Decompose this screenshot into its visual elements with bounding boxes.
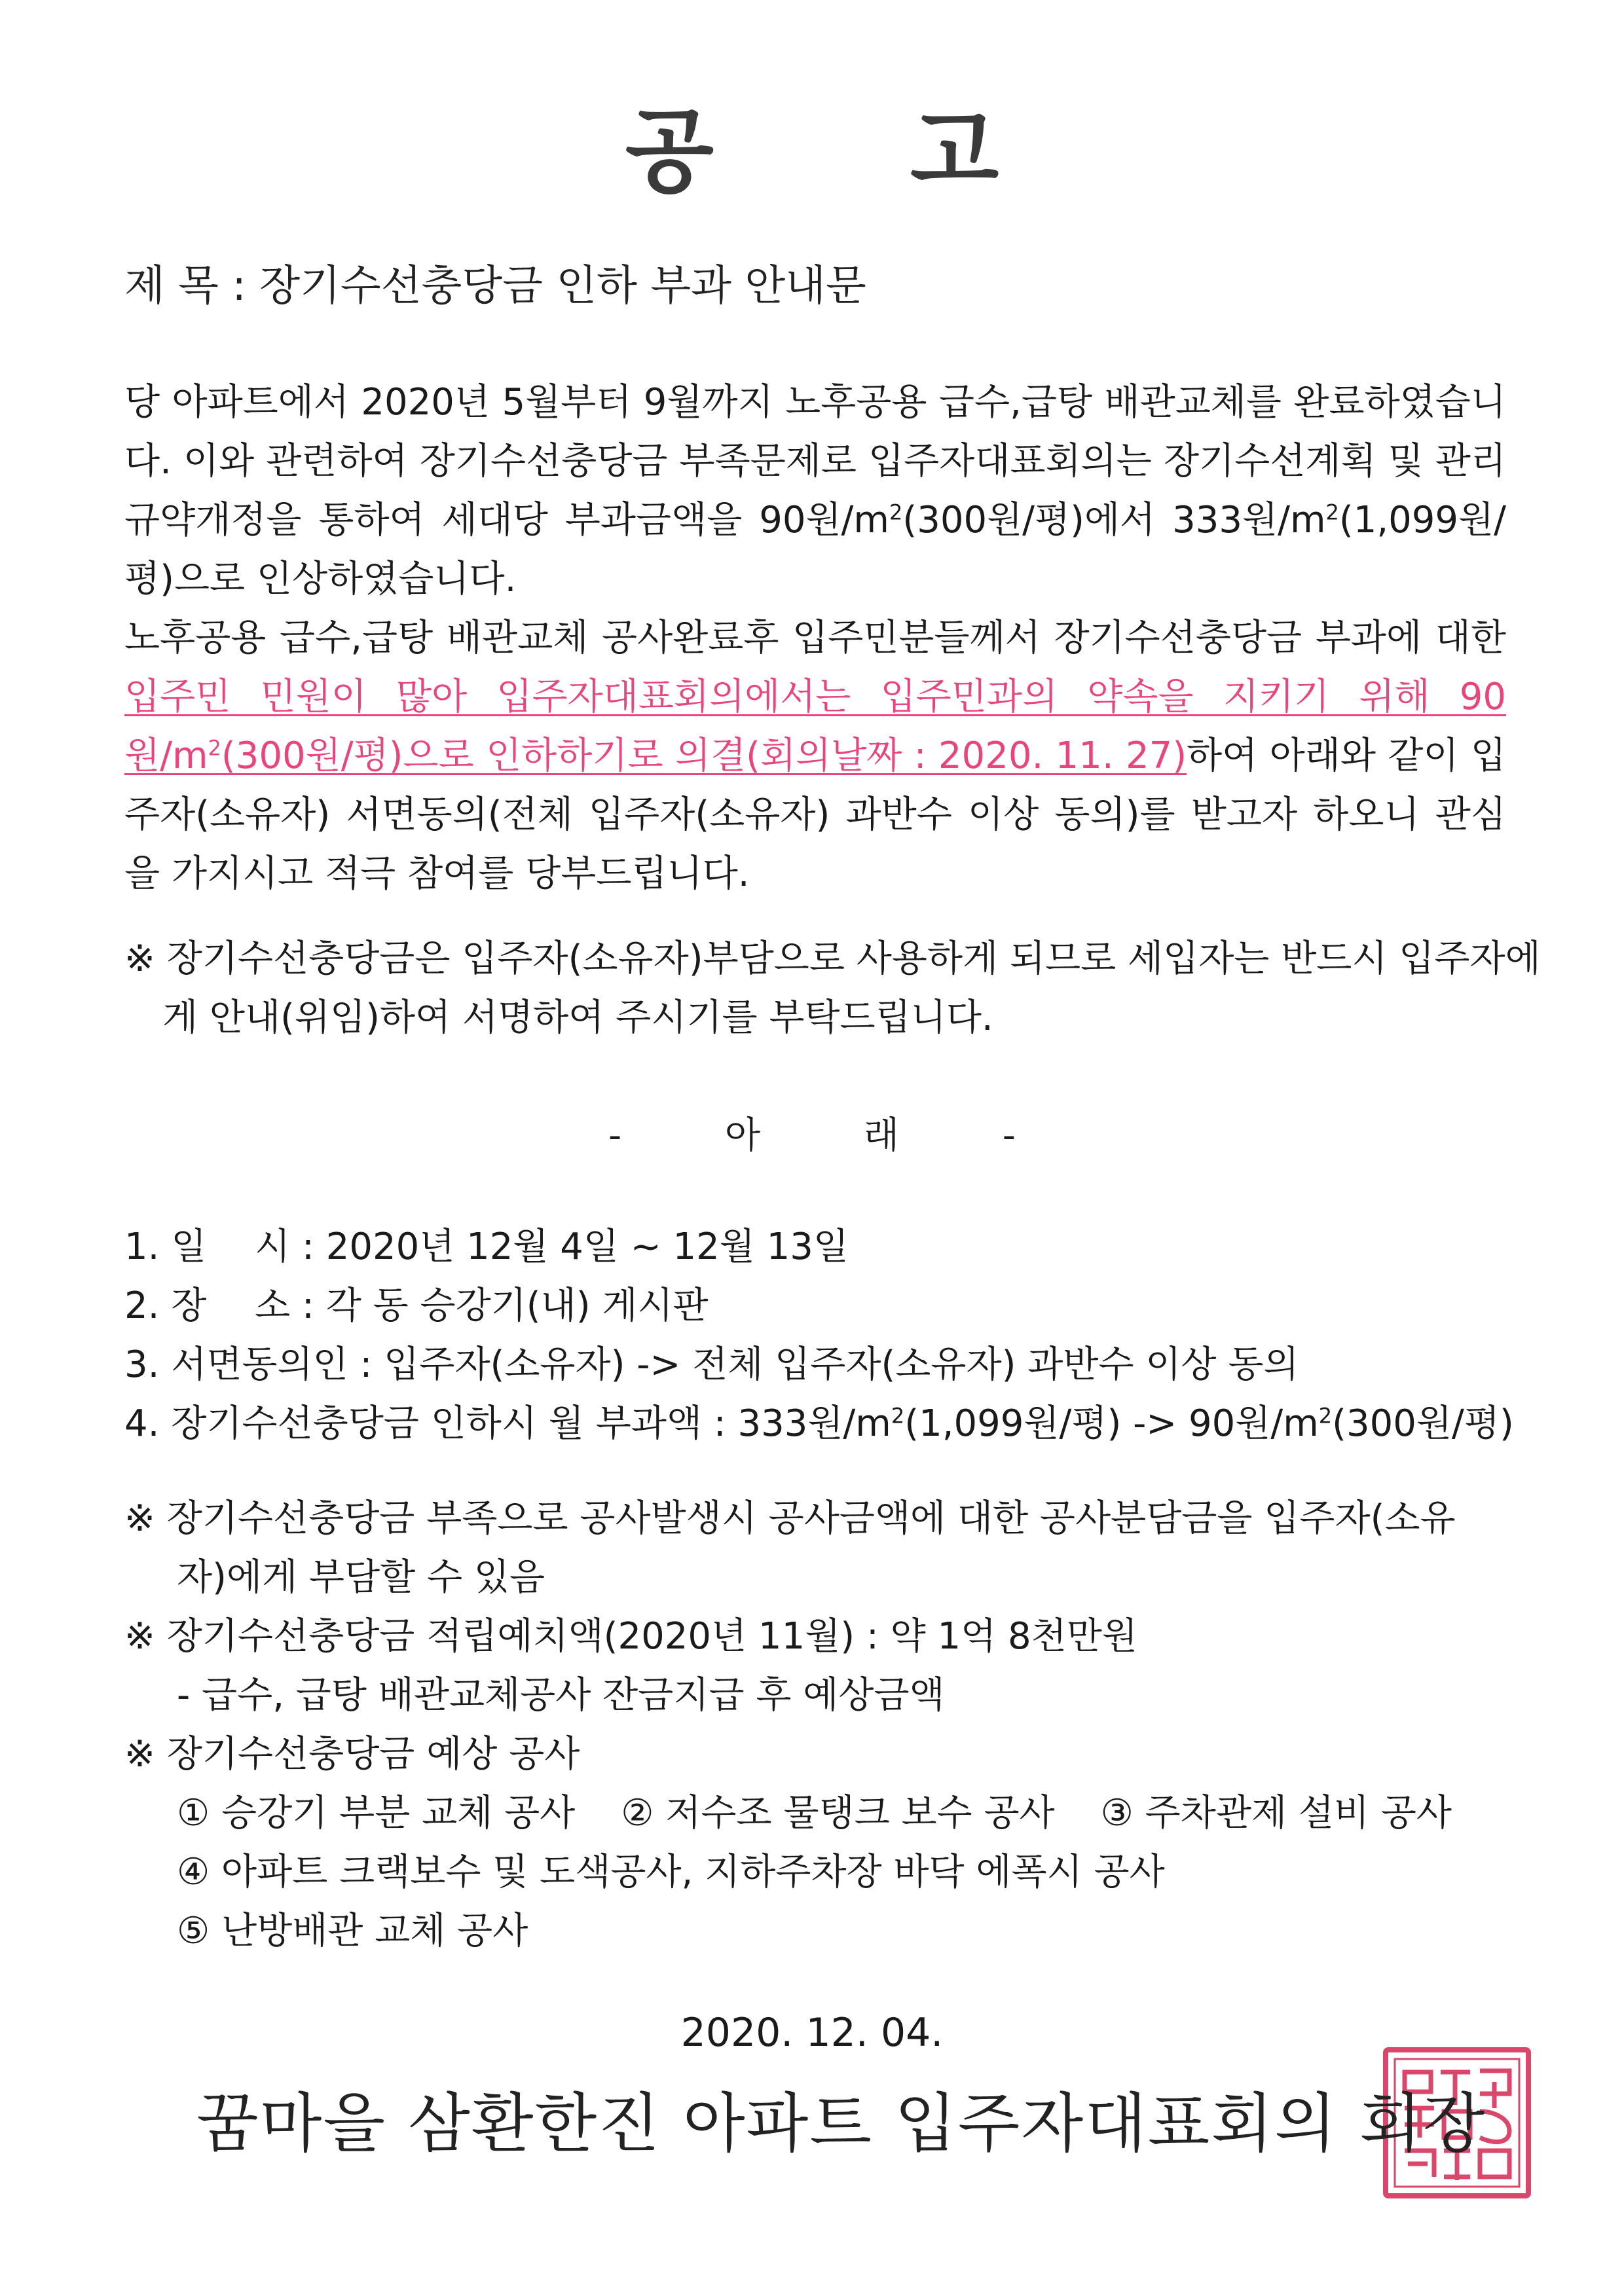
paragraph-intro	[124, 373, 1506, 609]
detail-charge	[124, 1394, 1532, 1453]
details-heading: - 아 래 -	[608, 1114, 1016, 1157]
note-deposit-sub: - 급수, 급탕 배관교체공사 잔금지급 후 예상금액	[177, 1674, 945, 1717]
notice-date: 2020. 12. 04.	[680, 2010, 944, 2056]
highlight-sup: 2	[208, 735, 221, 761]
work-item-1: ① 승강기 부분 교체 공사	[177, 1792, 576, 1834]
detail-schedule: 1. 일 시 : 2020년 12월 4일 ~ 12월 13일	[124, 1226, 849, 1268]
note-deposit: ※ 장기수선충당금 적립예치액(2020년 11월) : 약 1억 8천만원	[124, 1615, 1137, 1658]
work-item-2: ② 저수조 물탱크 보수 공사	[621, 1792, 1055, 1834]
resolution-text-1: 노후공용 급수,급탕 배관교체 공사완료후 입주민분들께서 장기수선충당금 부과에 대한	[124, 617, 1506, 659]
subject-line: 제 목 : 장기수선충당금 인하 부과 안내문	[124, 262, 866, 310]
charge-text-1: 4. 장기수선충당금 인하시 월 부과액 : 333원/m	[124, 1402, 891, 1445]
tenant-note: ※ 장기수선충당금은 입주자(소유자)부담으로 사용하게 되므로 세입자는 반드시 입주자에게 안내(위임)하여 서명하여 주시기를 부탁드립니다.	[124, 938, 1541, 1039]
note-shortage-cont: 자)에게 부담할 수 있음	[177, 1556, 545, 1599]
detail-consent: 3. 서면동의인 : 입주자(소유자) -> 전체 입주자(소유자) 과반수 이상 동의	[124, 1343, 1299, 1386]
charge-sup-1: 2	[891, 1403, 905, 1429]
notice-title	[0, 79, 1624, 210]
signature-line: 꿈마을 삼환한진 아파트 입주자대표회의 회장	[196, 2086, 1486, 2161]
work-item-5: ⑤ 난방배관 교체 공사	[177, 1910, 528, 1952]
intro-text-3: (1,099원/평)으로 인상하였습니다.	[124, 499, 1506, 600]
paragraph-resolution	[124, 609, 1506, 903]
resolution-text-2: 하여 아래와 같이 입주자(소유자) 서면동의(전체 입주자(소유자) 과반수 이상 동의)를 받고자 하오니 관심을 가지시고 적극 참여를 당부드립니다.	[124, 735, 1506, 895]
title-char-1: 공	[625, 99, 714, 206]
charge-text-3: (300원/평)	[1332, 1402, 1514, 1445]
additional-notes	[124, 1489, 1532, 1961]
details-list	[124, 1218, 1532, 1453]
intro-text-1: 당 아파트에서 2020년 5월부터 9월까지 노후공용 급수,급탕 배관교체를 완료하였습니다. 이와 관련하여 장기수선충당금 부족문제로 입주자대표회의는 장기수선계획 및 관리규약개정을 통하여 세대당 부과금액을 90원/m	[124, 381, 1506, 541]
highlight-text-2: (300원/평)으로 인하하기로 의결(회의날짜 : 2020. 11. 27)	[221, 735, 1187, 777]
charge-sup-2: 2	[1318, 1403, 1333, 1429]
work-item-3: ③ 주차관제 설비 공사	[1100, 1792, 1452, 1834]
note-expected-works: ※ 장기수선충당금 예상 공사	[124, 1733, 580, 1776]
intro-text-2: (300원/평)에서 333원/m	[902, 499, 1326, 541]
works-row-1	[124, 1784, 1532, 1843]
note-shortage: ※ 장기수선충당금 부족으로 공사발생시 공사금액에 대한 공사분담금을 입주자(소유	[124, 1497, 1456, 1540]
charge-text-2: (1,099원/평) -> 90원/m	[904, 1402, 1319, 1445]
detail-location: 2. 장 소 : 각 동 승강기(내) 게시판	[124, 1285, 709, 1327]
intro-sup-1: 2	[889, 500, 903, 525]
work-item-4: ④ 아파트 크랙보수 및 도색공사, 지하주차장 바닥 에폭시 공사	[177, 1851, 1165, 1893]
highlight-text-1: 입주민 민원이 많아 입주자대표회의에서는 입주민과의 약속을 지키기 위해 90원/m	[124, 676, 1506, 777]
title-char-2: 고	[910, 99, 999, 206]
intro-sup-2: 2	[1325, 500, 1339, 525]
